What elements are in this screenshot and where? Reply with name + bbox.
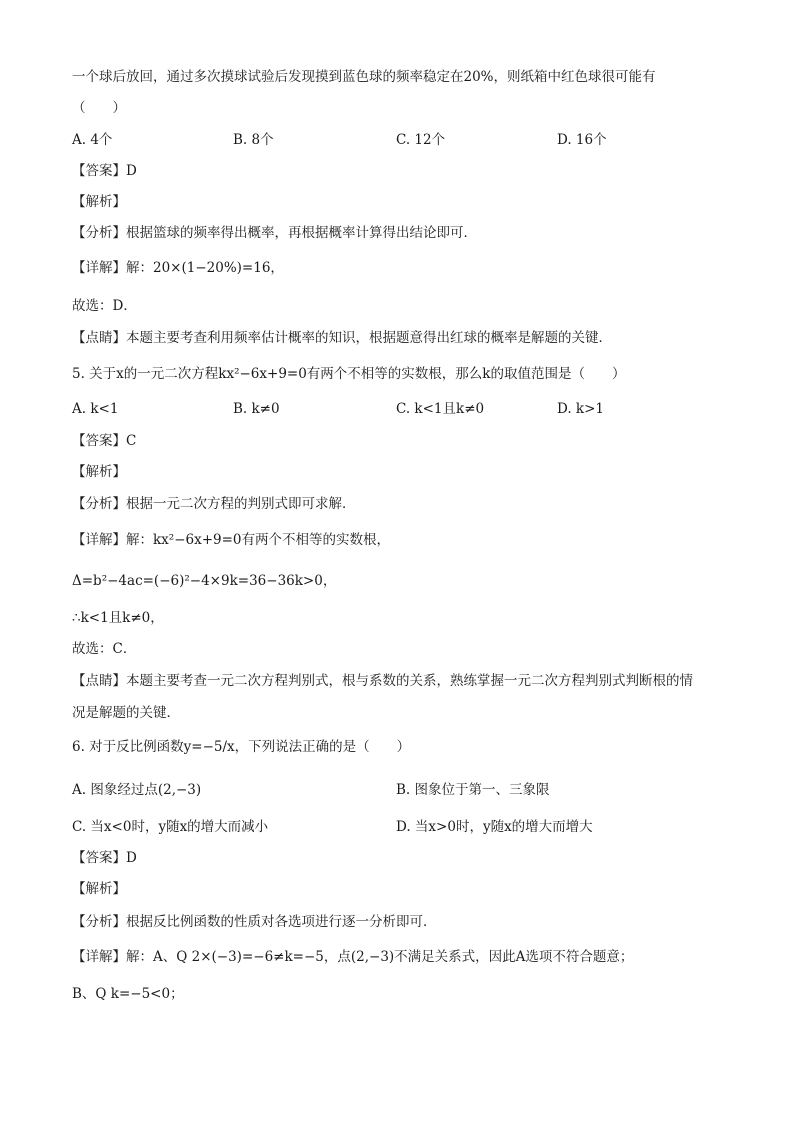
q4-comment: 【点睛】本题主要考查利用频率估计概率的知识，根据题意得出红球的概率是解题的关键． [72,330,612,346]
q4-solution: 【详解】解：20×(1−20%)=16， [72,260,284,276]
q5-comment-line1: 【点睛】本题主要考查一元二次方程判别式，根与系数的关系，熟练掌握一元二次方程判别式判断根的情 [72,673,693,689]
q6-answer: 【答案】D [72,850,137,866]
q6-option-c: C. 当x<0时，y随x的增大而减小 [72,819,269,835]
q6-solution-a: 【详解】解：A、Q 2×(−3)=−6≠k=−5，点(2,−3)不满足关系式，因此A选项不符合题意； [72,949,634,965]
q6-solution-b: B、Q k=−5<0； [72,986,184,1002]
q5-conclusion: ∴k<1且k≠0， [72,610,164,626]
q4-analysis: 【分析】根据篮球的频率得出概率，再根据概率计算得出结论即可． [72,225,477,241]
q4-blank: （ ） [72,100,126,116]
q5-solution: 【详解】解：kx²−6x+9=0有两个不相等的实数根， [72,532,391,548]
q6-option-d: D. 当x>0时，y随x的增大而增大 [396,819,593,835]
q6-stem: 6. 对于反比例函数y=−5/x，下列说法正确的是（ ） [72,739,411,755]
q4-option-c: C. 12个 [396,132,446,148]
q6-option-a: A. 图象经过点(2,−3) [72,782,202,798]
q5-choice: 故选：C． [72,641,137,657]
q5-option-d: D. k>1 [557,401,605,417]
q5-analysis-heading: 【解析】 [72,464,126,480]
q5-answer: 【答案】C [72,433,137,449]
q4-option-d: D. 16个 [557,132,607,148]
q4-answer: 【答案】D [72,163,137,179]
q6-analysis: 【分析】根据反比例函数的性质对各选项进行逐一分析即可． [72,914,437,930]
q5-analysis: 【分析】根据一元二次方程的判别式即可求解． [72,496,356,512]
q4-stem-line: 一个球后放回，通过多次摸球试验后发现摸到蓝色球的频率稳定在20%，则纸箱中红色球很可能有 [72,69,656,85]
q4-analysis-heading: 【解析】 [72,194,126,210]
q5-comment-line2: 况是解题的关键． [72,705,180,721]
q4-option-b: B. 8个 [233,132,274,148]
q5-option-b: B. k≠0 [233,401,280,417]
q5-option-a: A. k<1 [72,401,119,417]
q5-option-c: C. k<1且k≠0 [396,401,485,417]
q5-stem: 5. 关于x的一元二次方程kx²−6x+9=0有两个不相等的实数根，那么k的取值范围是（ ） [72,366,626,382]
q6-analysis-heading: 【解析】 [72,881,126,897]
q5-discriminant: Δ=b²−4ac=(−6)²−4×9k=36−36k>0， [72,573,337,589]
q4-choice: 故选：D． [72,298,137,314]
q4-option-a: A. 4个 [72,132,113,148]
q6-option-b: B. 图象位于第一、三象限 [396,782,550,798]
